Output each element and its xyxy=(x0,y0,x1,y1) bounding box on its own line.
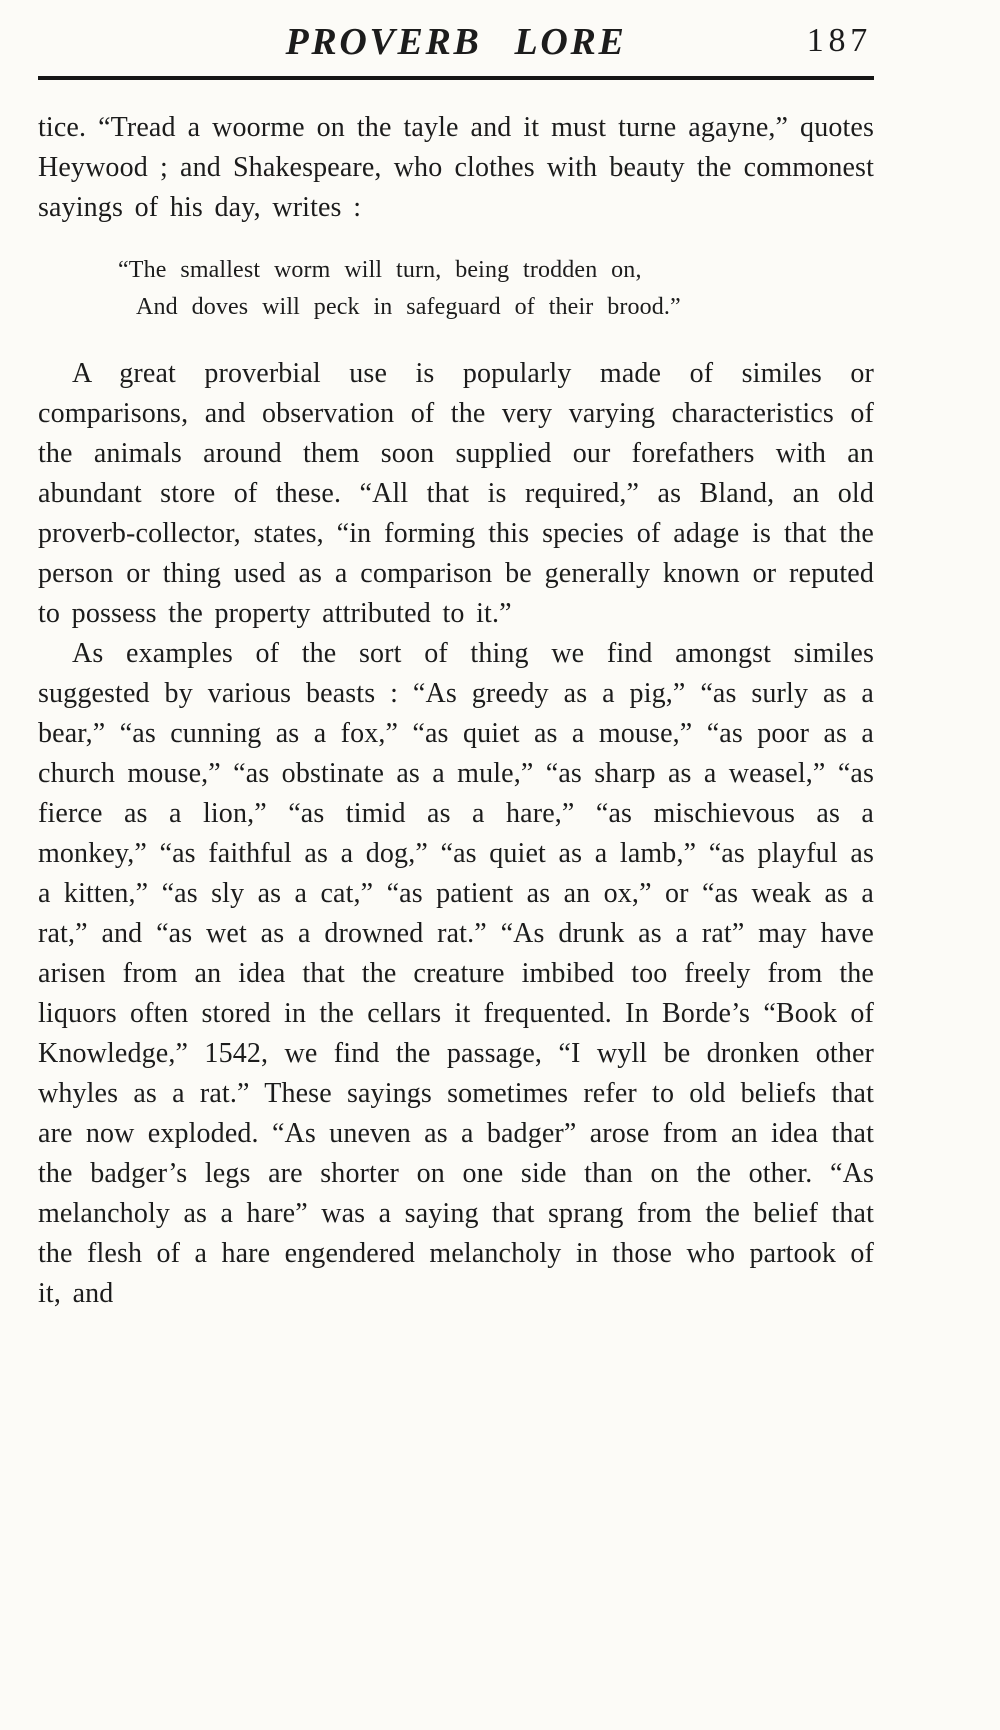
verse-quotation xyxy=(118,252,874,326)
page-text xyxy=(38,108,874,1314)
page-header xyxy=(38,16,874,70)
paragraph-continuation: tice. “Tread a woorme on the tayle and it must turne agayne,” quotes Heywood ; and Shakespeare, who clothes with beauty the commonest sayings of his day, writes : xyxy=(38,112,874,223)
verse-line-1: “The smallest worm will turn, being trodden on, xyxy=(118,257,642,283)
paragraph-proverbial-similes: A great proverbial use is popularly made of similes or comparisons, and observation of the very varying characteristics of the animals around them soon supplied our forefathers with an abundant store of these. “All that is required,” as Bland, an old proverb-collector, states, “in forming this species of adage is that the person or thing used as a comparison be generally known or reputed to possess the property attributed to it.” xyxy=(38,358,874,629)
scanned-book-page xyxy=(38,16,874,1314)
page-number: 187 xyxy=(806,22,872,59)
running-title: PROVERB LORE xyxy=(285,21,627,63)
header-rule xyxy=(38,76,874,80)
paragraph-simile-examples: As examples of the sort of thing we find amongst similes suggested by various beasts : “As greedy as a pig,” “as surly as a bear,” “as cunning as a fox,” “as quiet as a mouse,” “as poor as a church mouse,” “as obstinate as a mule,” “as sharp as a weasel,” “as fierce as a lion,” “as timid as a hare,” “as mischievous as a monkey,” “as faithful as a dog,” “as quiet as a lamb,” “as playful as a kitten,” “as sly as a cat,” “as patient as an ox,” or “as weak as a rat,” and “as wet as a drowned rat.” “As drunk as a rat” may have arisen from an idea that the creature imbibed too freely from the liquors often stored in the cellars it frequented. In Borde’s “Book of Knowledge,” 1542, we find the passage, “I wyll be dronken other whyles as a rat.” These sayings sometimes refer to old beliefs that are now exploded. “As uneven as a badger” arose from an idea that the badger’s legs are shorter on one side than on the other. “As melancholy as a hare” was a saying that sprang from the belief that the flesh of a hare engendered melancholy in those who partook of it, and xyxy=(38,638,874,1309)
verse-line-2: And doves will peck in safeguard of their brood.” xyxy=(136,294,681,320)
